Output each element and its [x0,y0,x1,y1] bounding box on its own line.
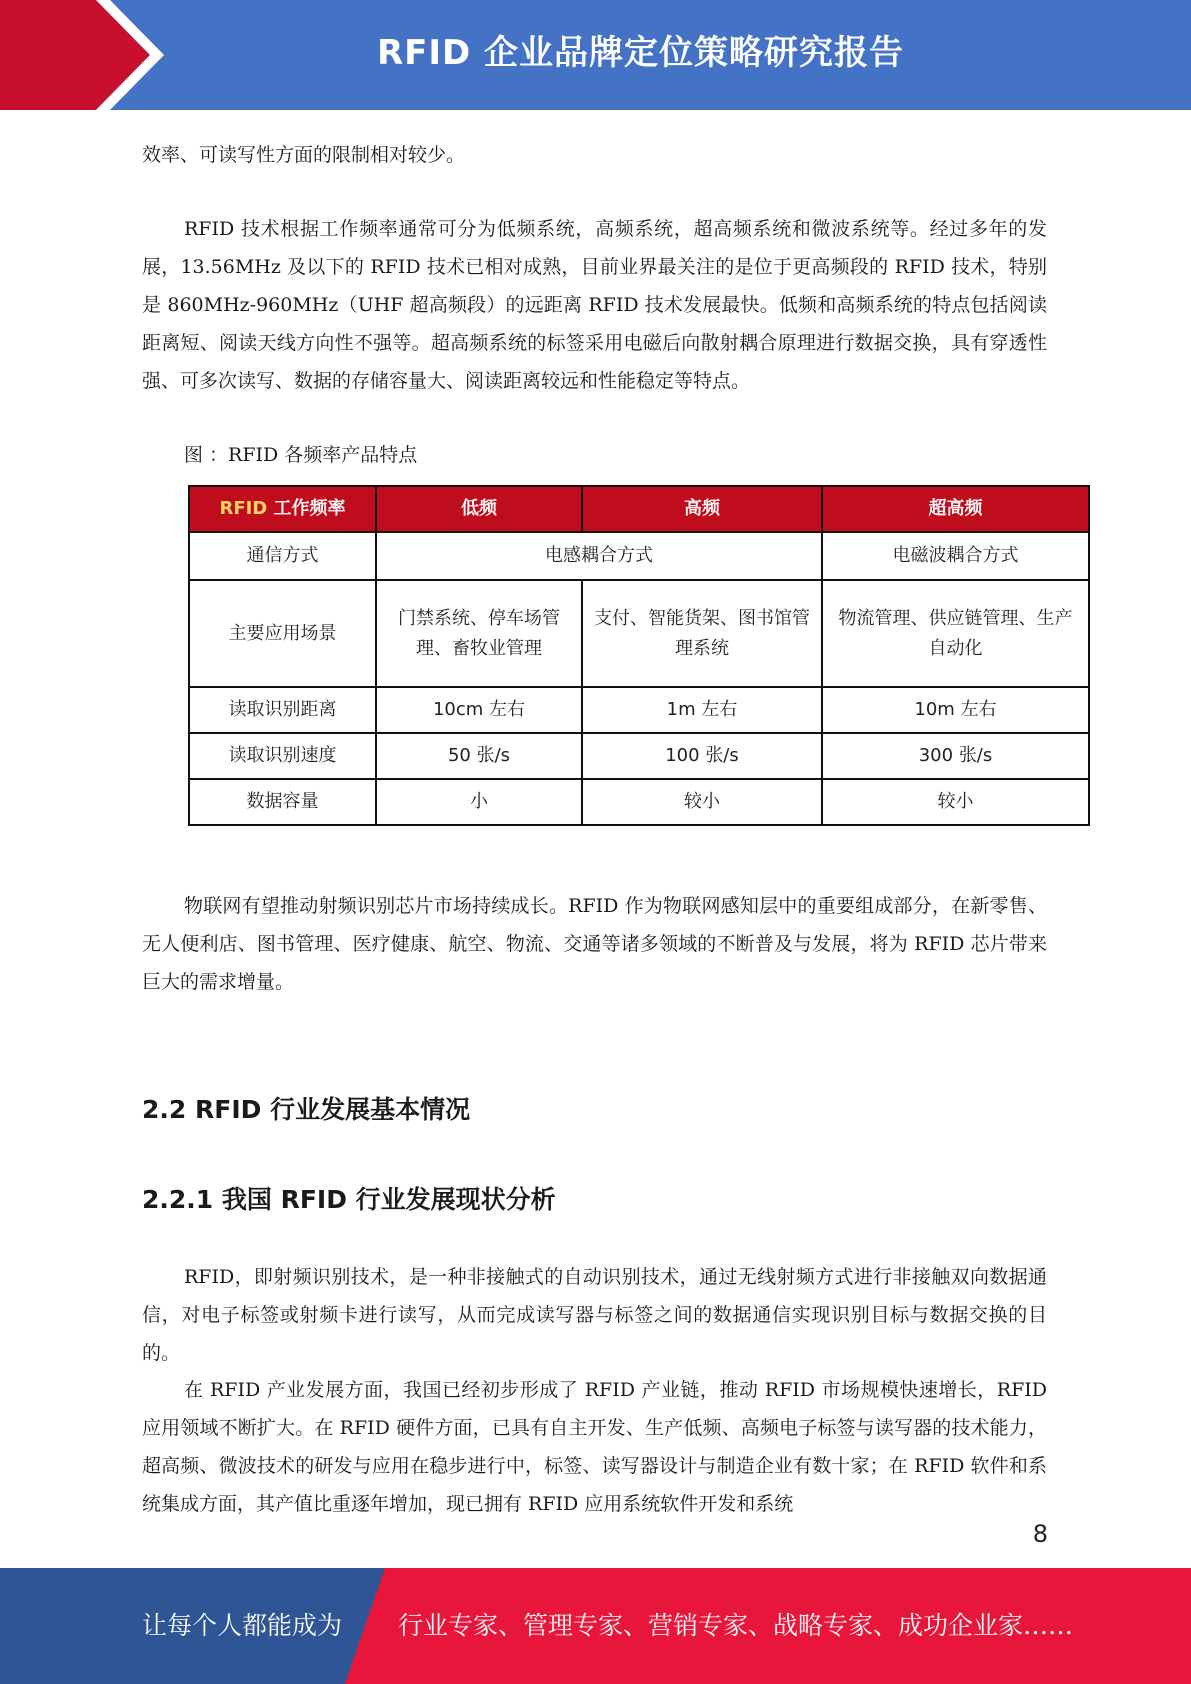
section-heading-2-2: 2.2 RFID 行业发展基本情况 [142,1095,471,1124]
header-title: RFID 企业品牌定位策略研究报告 [376,33,905,73]
header-cell-frequency [189,486,376,532]
figure-caption: 图 ：RFID 各频率产品特点 [184,444,418,466]
paragraph-rfid-definition: RFID，即射频识别技术，是一种非接触式的自动识别技术，通过无线射频方式进行非接触双向数据通信，对电子标签或射频卡进行读写，从而完成读写器与标签之间的数据通信实现识别目标与数据交换的目的。 [142,1266,1047,1364]
header-cell-high: 高频 [582,486,822,532]
header-frequency-label: 工作频率 [267,498,346,519]
row-label-dist: 读取识别距离 [189,687,376,733]
header-rfid-highlight: RFID [219,498,268,519]
paragraph-rfid-industry: 在 RFID 产业发展方面，我国已经初步形成了 RFID 产业链，推动 RFID 市场规模快速增长，RFID 应用领域不断扩大。在 RFID 硬件方面，已具有自主开发、生产低频、高频电子标签与读写器的技术能力，超高频、微波技术的研发与应用在稳步进行中，标签、读写器设计与制造企业有数十家；在 RFID 软件和系统集成方面，其产值比重逐年增加，现已拥有 RFID 应用系统软件开发和系统 [142,1379,1047,1515]
table-row [189,733,1089,779]
page-number: 8 [1032,1520,1048,1548]
table-row [189,687,1089,733]
cell-dist-low: 10cm 左右 [376,687,582,733]
cell-app-high: 支付、智能货架、图书馆管理系统 [582,580,822,687]
cell-cap-uhf: 较小 [822,779,1089,825]
rfid-frequency-table [188,485,1090,826]
row-label-cap: 数据容量 [189,779,376,825]
page-footer [0,1568,1191,1684]
cell-speed-uhf: 300 张/s [822,733,1089,779]
cell-speed-high: 100 张/s [582,733,822,779]
cell-comm-merged: 电感耦合方式 [376,532,822,580]
footer-slogan-right: 行业专家、管理专家、营销专家、战略专家、成功企业家…… [398,1611,1074,1640]
paragraph-frequency: RFID 技术根据工作频率通常可分为低频系统，高频系统，超高频系统和微波系统等。经过多年的发展，13.56MHz 及以下的 RFID 技术已相对成熟，目前业界最关注的是位于更高频段的 RFID 技术，特别是 860MHz-960MHz（UHF 超高频段）的远距离 RFID 技术发展最快。低频和高频系统的特点包括阅读距离短、阅读天线方向性不强等。超高频系统的标签采用电磁后向散射耦合原理进行数据交换，具有穿透性强、可多次读写、数据的存储容量大、阅读距离较远和性能稳定等特点。 [142,218,1047,392]
footer-slogan-left: 让每个人都能成为 [142,1611,343,1640]
section-heading-2-2-1: 2.2.1 我国 RFID 行业发展现状分析 [142,1185,556,1214]
header-cell-low: 低频 [376,486,582,532]
page-header [0,0,1191,110]
cell-dist-high: 1m 左右 [582,687,822,733]
table-row [189,532,1089,580]
header-cell-uhf: 超高频 [822,486,1089,532]
cell-cap-low: 小 [376,779,582,825]
table-header-row [189,486,1089,532]
table-row [189,580,1089,687]
row-label-comm: 通信方式 [189,532,376,580]
cell-app-low: 门禁系统、停车场管理、畜牧业管理 [376,580,582,687]
cell-cap-high: 较小 [582,779,822,825]
cell-speed-low: 50 张/s [376,733,582,779]
cell-comm-uhf: 电磁波耦合方式 [822,532,1089,580]
paragraph-continued: 效率、可读写性方面的限制相对较少。 [142,144,466,166]
table-row [189,779,1089,825]
cell-dist-uhf: 10m 左右 [822,687,1089,733]
row-label-speed: 读取识别速度 [189,733,376,779]
cell-app-uhf: 物流管理、供应链管理、生产自动化 [822,580,1089,687]
paragraph-iot: 物联网有望推动射频识别芯片市场持续成长。RFID 作为物联网感知层中的重要组成部分，在新零售、无人便利店、图书管理、医疗健康、航空、物流、交通等诸多领域的不断普及与发展，将为 RFID 芯片带来巨大的需求增量。 [142,895,1047,993]
row-label-app: 主要应用场景 [189,580,376,687]
